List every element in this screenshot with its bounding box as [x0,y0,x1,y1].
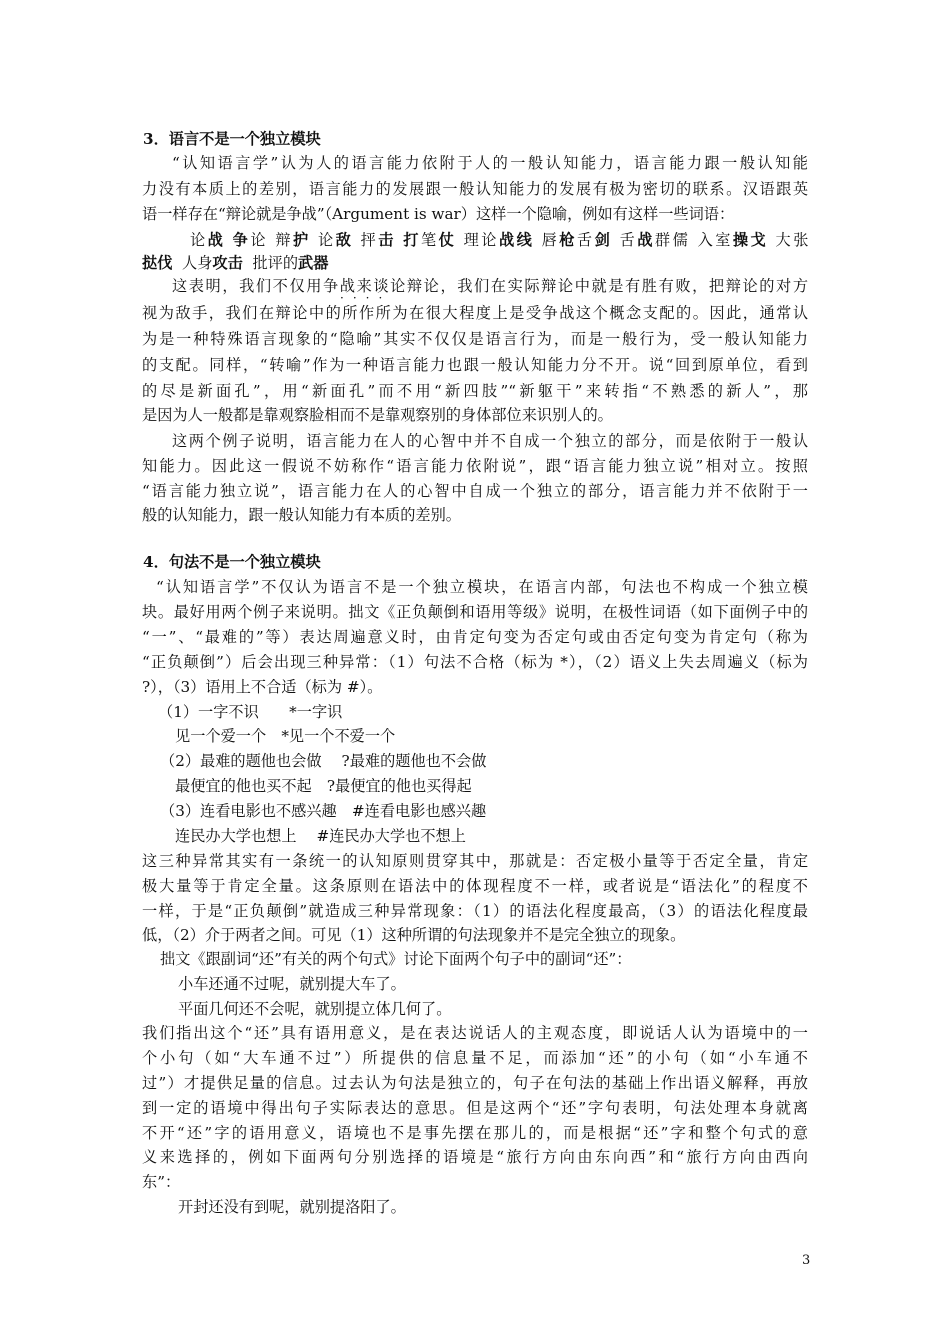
example-line: 见一个爱一个 *见一个不爱一个 [175,727,396,745]
paragraph-line: 极大量等于肯定全量。这条原则在语法中的体现程度不一样，或者说是“语法化”的程度不 [142,877,808,895]
word: 论敌 [317,231,354,249]
paragraph-line: 力没有本质上的差别，语言能力的发展跟一般认知能力的发展有极为密切的联系。汉语跟英 [142,180,808,198]
paragraph-line: 东”： [142,1173,181,1191]
word: 唇枪舌剑 [541,231,613,249]
war-metaphor-word-list [190,229,808,251]
paragraph-line: “认知语言学”不仅认为语言不是一个独立模块，在语言内部，句法也不构成一个独立模 [156,578,808,596]
example-line: 最便宜的他也买不起 ?最便宜的他也买得起 [175,777,472,795]
word: 论战 [190,231,226,249]
war-metaphor-word-list-continued [142,252,328,274]
word: 舌战群儒 [619,231,691,249]
paragraph-line: 的支配。同样，“转喻”作为一种语言能力也跟一般认知能力分不开。说“回到原单位，看到 [142,356,808,374]
page-number: 3 [802,1253,811,1268]
paragraph-line: 义来选择的，例如下面两句分别选择的语境是“旅行方向由东向西”和“旅行方向由西向 [142,1148,808,1166]
word: 打笔仗 [403,231,457,249]
word: 人身攻击 [182,254,243,272]
paragraph-line: 为是一种特殊语言现象的“隐喻”其实不仅仅是语言行为，而是一般行为，受一般认知能力 [142,330,808,348]
paragraph-line: 这表明，我们不仅用争战来谈论辩论，我们在实际辩论中就是有胜有败，把辩论的对方 [172,277,808,295]
paragraph-line: ?），（3）语用上不合适（标为 #）。 [142,678,383,696]
paragraph-line: 语一样存在“辩论就是争战”（Argument is war）这样一个隐喻，例如有这样一些词语： [142,205,735,223]
paragraph-line: 个小句（如“大车通不过”）所提供的信息量不足，而添加“还”的小句（如“小车通不 [142,1049,808,1067]
example-line: （2）最难的题他也会做 ?最难的题他也不会做 [160,752,487,770]
paragraph-line: 般的认知能力，跟一般认知能力有本质的差别。 [142,506,461,524]
word: 批评的武器 [252,254,329,272]
word: 大张 [775,231,809,249]
word: 争论 [232,231,268,249]
paragraph-line: 的尽是新面孔”，用“新面孔”而不用“新四肢”“新躯干”来转指“不熟悉的新人”，那 [142,382,808,400]
example-line: （1）一字不识 *一字识 [158,703,343,721]
paragraph-line: 到一定的语境中得出句子实际表达的意思。但是这两个“还”字句表明，句法处理本身就离 [142,1099,808,1117]
word: 抨击 [360,231,396,249]
example-line: 平面几何还不会呢，就别提立体几何了。 [178,1000,452,1018]
example-line: 连民办大学也想上 #连民办大学也不想上 [175,827,466,845]
paragraph-line: 一样，于是“正负颠倒”就造成三种异常现象：（1）的语法化程度最高，（3）的语法化程度最 [142,902,808,920]
paragraph-line: 知能力。因此这一假说不妨称作“语言能力依附说”，跟“语言能力独立说”相对立。按照 [142,457,808,475]
paragraph-line: 低，（2）介于两者之间。可见（1）这种所谓的句法现象并不是完全独立的现象。 [142,926,686,944]
section-3-heading: 3．语言不是一个独立模块 [143,130,321,148]
paragraph-line: “正负颠倒”）后会出现三种异常：（1）句法不合格（标为 *），（2）语义上失去周遍义（标为 [142,653,808,671]
paragraph-line: 我们指出这个“还”具有语用意义，是在表达说话人的主观态度，即说话人认为语境中的一 [142,1024,808,1042]
word: 辩护 [275,231,311,249]
example-line: 小车还通不过呢，就别提大车了。 [178,975,406,993]
word: 入室操戈 [697,231,769,249]
word: 挞伐 [142,254,173,272]
paragraph-line: 这两个例子说明，语言能力在人的心智中并不自成一个独立的部分，而是依附于一般认 [172,432,808,450]
paragraph-line: “认知语言学”认为人的语言能力依附于人的一般认知能力，语言能力跟一般认知能 [172,154,808,172]
paragraph-line: 不开“还”字的语用意义，语境也不是事先摆在那儿的，而是根据“还”字和整个句式的意 [142,1124,808,1142]
word: 理论战线 [463,231,535,249]
paragraph-line: 过”）才提供足量的信息。过去认为句法是独立的，句子在句法的基础上作出语义解释，再放 [142,1074,808,1092]
example-line: （3）连看电影也不感兴趣 #连看电影也感兴趣 [160,802,487,820]
paragraph-line: “一”、“最难的”等）表达周遍意义时，由肯定句变为否定句或由否定句变为肯定句（称为 [142,628,808,646]
paragraph-line: 是因为人一般都是靠观察脸相而不是靠观察别的身体部位来识别人的。 [142,406,613,424]
paragraph-line: “语言能力独立说”，语言能力在人的心智中自成一个独立的部分，语言能力并不依附于一 [142,482,808,500]
paragraph-line: 这三种异常其实有一条统一的认知原则贯穿其中，那就是：否定极小量等于否定全量，肯定 [142,852,808,870]
section-4-heading: 4．句法不是一个独立模块 [143,553,321,571]
paragraph-line: 块。最好用两个例子来说明。拙文《正负颠倒和语用等级》说明，在极性词语（如下面例子中的 [142,603,808,621]
example-line: 开封还没有到呢，就别提洛阳了。 [178,1198,406,1216]
paragraph-line: 视为敌手，我们在辩论中的所作所为在很大程度上是受争战这个概念支配的。因此，通常认 [142,304,808,322]
paragraph-line: 拙文《跟副词“还”有关的两个句式》讨论下面两个句子中的副词“还”： [160,950,632,968]
emphasis-dots: ···· [340,291,392,305]
